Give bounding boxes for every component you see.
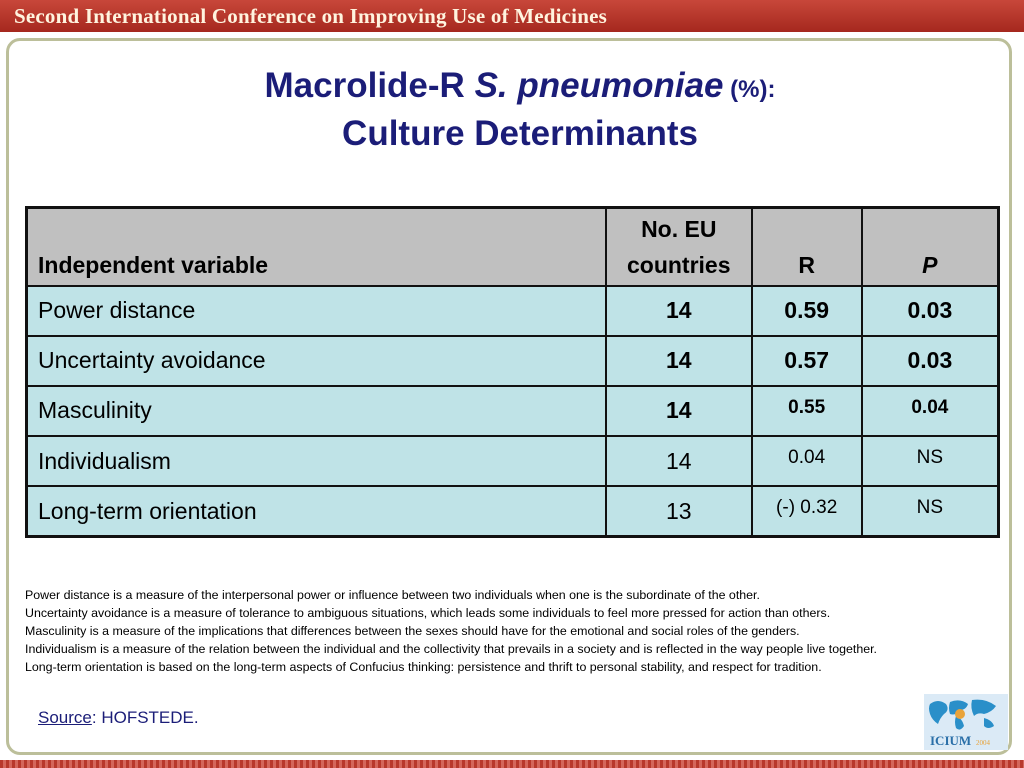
title-organism: S. pneumoniae bbox=[474, 66, 724, 105]
header-p-label: P bbox=[922, 251, 938, 278]
header-countries-line1: No. EU bbox=[641, 215, 717, 242]
source-citation bbox=[38, 708, 199, 728]
cell-r: 0.57 bbox=[752, 336, 862, 386]
cell-variable: Power distance bbox=[27, 286, 606, 336]
table-row bbox=[27, 336, 999, 386]
cell-r: 0.55 bbox=[752, 386, 862, 436]
cell-p: 0.04 bbox=[862, 386, 999, 436]
cell-p: NS bbox=[862, 436, 999, 486]
cell-countries: 13 bbox=[606, 486, 752, 536]
logo-year: 2004 bbox=[976, 739, 990, 747]
cell-countries: 14 bbox=[606, 386, 752, 436]
table-row bbox=[27, 386, 999, 436]
title-unit: (%): bbox=[723, 76, 776, 103]
cell-variable: Individualism bbox=[27, 436, 606, 486]
bottom-bar bbox=[0, 760, 1024, 768]
note-uncertainty-avoidance: Uncertainty avoidance is a measure of tolerance to ambiguous situations, which leads some individuals to feel more pressed for action than others. bbox=[25, 606, 831, 620]
slide-title bbox=[0, 64, 1024, 156]
title-line-2: Culture Determinants bbox=[342, 114, 698, 153]
cell-p: 0.03 bbox=[862, 286, 999, 336]
table-row bbox=[27, 486, 999, 536]
table-header-row bbox=[27, 208, 999, 286]
source-text: : HOFSTEDE. bbox=[91, 708, 199, 727]
icium-logo bbox=[924, 694, 1008, 750]
determinants-table bbox=[25, 206, 1000, 538]
cell-p: NS bbox=[862, 486, 999, 536]
cell-p: 0.03 bbox=[862, 336, 999, 386]
note-long-term-orientation: Long-term orientation is based on the long-term aspects of Confucius thinking: persistence and thrift to personal stability, and respect for tradition. bbox=[25, 660, 822, 674]
note-power-distance: Power distance is a measure of the interpersonal power or influence between two individuals when one is the subordinate of the other. bbox=[25, 588, 760, 602]
header-countries bbox=[606, 208, 752, 286]
note-masculinity: Masculinity is a measure of the implications that differences between the sexes should have for the emotional and social roles of the genders. bbox=[25, 624, 800, 638]
banner-title: Second International Conference on Improving Use of Medicines bbox=[14, 4, 607, 28]
cell-variable: Long-term orientation bbox=[27, 486, 606, 536]
header-countries-line2: countries bbox=[626, 251, 731, 278]
title-line-1 bbox=[0, 64, 1024, 112]
note-individualism: Individualism is a measure of the relation between the individual and the collectivity that prevails in a society and is reflected in the way people live together. bbox=[25, 642, 877, 656]
cell-countries: 14 bbox=[606, 436, 752, 486]
logo-text: ICIUM bbox=[930, 733, 972, 748]
cell-variable: Uncertainty avoidance bbox=[27, 336, 606, 386]
cell-r: 0.59 bbox=[752, 286, 862, 336]
definitions-notes bbox=[25, 586, 1015, 676]
cell-r: 0.04 bbox=[752, 436, 862, 486]
cell-variable: Masculinity bbox=[27, 386, 606, 436]
cell-countries: 14 bbox=[606, 336, 752, 386]
source-label-link[interactable]: Source bbox=[38, 708, 92, 727]
table-row bbox=[27, 436, 999, 486]
conference-banner bbox=[0, 0, 1024, 32]
header-p bbox=[862, 208, 999, 286]
title-part-1: Macrolide-R bbox=[264, 66, 475, 105]
header-r: R bbox=[752, 208, 862, 286]
header-variable: Independent variable bbox=[27, 208, 606, 286]
table-row bbox=[27, 286, 999, 336]
cell-countries: 14 bbox=[606, 286, 752, 336]
cell-r: (-) 0.32 bbox=[752, 486, 862, 536]
